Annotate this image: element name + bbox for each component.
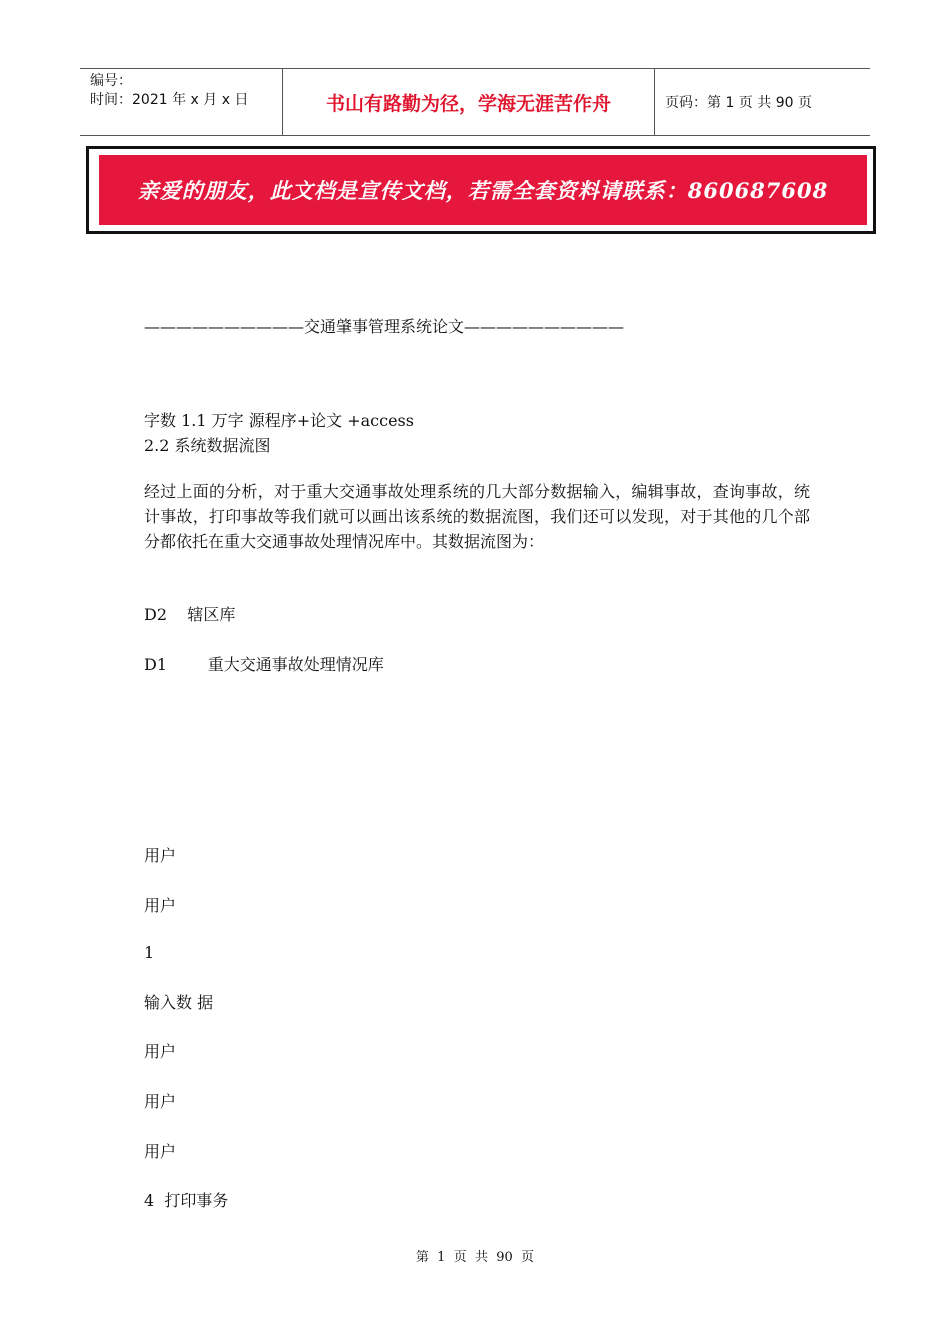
header-motto: 书山有路勤为径，学海无涯苦作舟 [282,69,655,135]
body-paragraph: 经过上面的分析，对于重大交通事故处理系统的几大部分数据输入，编辑事故，查询事故，统计事故，打印事故等我们就可以画出该系统的数据流图，我们还可以发现，对于其他的几个部分都依托在重大交通事故处理情况库中。其数据流图为： [144,482,810,551]
flow-item: 输入数 据 [144,993,214,1012]
datastore-d2: D2 辖区库 [144,605,236,624]
flow-item: 用户 [144,1042,177,1061]
page-header [80,68,870,136]
datastore-d1: D1 重大交通事故处理情况库 [144,655,384,674]
flow-item: 1 [144,943,155,962]
promo-banner [86,146,876,234]
document-title: ——————————交通肇事管理系统论文—————————— [144,317,625,336]
number-label: 编号： [90,73,132,89]
header-page-info: 页码：第 1 页 共 90 页 [665,95,812,111]
flow-item: 4 打印事务 [144,1191,229,1210]
page-footer: 第 1 页 共 90 页 [415,1250,535,1265]
promo-banner-text: 亲爱的朋友，此文档是宣传文档，若需全套资料请联系：860687608 [99,155,867,225]
flow-item: 用户 [144,846,177,865]
word-count-line: 字数 1.1 万字 源程序+论文 +access [144,411,414,430]
flow-item: 用户 [144,1142,177,1161]
flow-item: 用户 [144,1092,177,1111]
header-meta [80,69,282,135]
section-heading: 2.2 系统数据流图 [144,436,271,455]
flow-item: 用户 [144,896,177,915]
time-label: 时间：2021 年 x 月 x 日 [90,92,249,108]
